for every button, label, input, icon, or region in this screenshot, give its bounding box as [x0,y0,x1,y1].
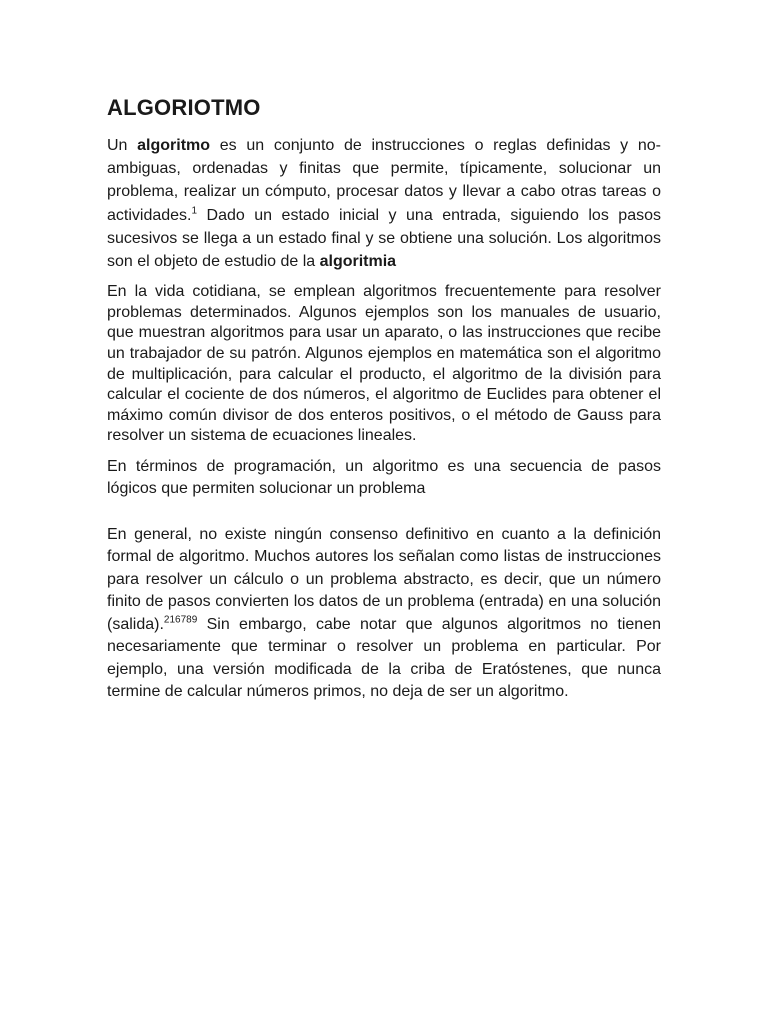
paragraph-everyday-life: En la vida cotidiana, se emplean algoritmos frecuentemente para resolver problemas determinados. Algunos ejemplos son los manuales de usuario, que muestran algoritmos para usar un aparato, o las instrucciones que recibe un trabajador de su patrón. Algunos ejemplos en matemática son el algoritmo de multiplicación, para calcular el producto, el algoritmo de la división para calcular el cociente de dos números, el algoritmo de Euclides para obtener el máximo común divisor de dos enteros positivos, o el método de Gauss para resolver un sistema de ecuaciones lineales. [107,283,661,445]
footnote-ref-216789: 216789 [163,614,198,626]
p1-bold-algoritmo: algoritmo [137,137,211,154]
p1-text-2: es un conjunto de instrucciones o reglas definidas y no-ambiguas, ordenadas y finitas que permite, típicamente, solucionar un problema, realizar un cómputo, procesar datos y llevar a cabo otras tareas o actividades. [107,137,661,224]
paragraph-formal-definition [107,524,661,704]
p4-text-1: En general, no existe ningún consenso definitivo en cuanto a la definición formal de algoritmo. Muchos autores los señalan como listas de instrucciones para resolver un cálculo o un problema abstracto, es decir, que un número finito de pasos convierten los datos de un problema (entrada) en una solución (salida). [107,525,661,633]
paragraph-definition [107,134,661,273]
p1-bold-algoritmia: algoritmia [319,253,397,271]
footnote-ref-1: 1 [191,205,198,217]
p4-text-2: Sin embargo, cabe notar que algunos algoritmos no tienen necesariamente que terminar o resolver un problema en particular. Por ejemplo, una versión modificada de la criba de Eratóstenes, que nunca termine de calcular números primos, no deja de ser un algoritmo. [107,615,661,701]
paragraph-programming: En términos de programación, un algoritmo es una secuencia de pasos lógicos que permiten solucionar un problema [107,457,661,497]
document-title: ALGORIOTMO [107,95,261,120]
document-body [107,94,661,704]
p1-text-3: Dado un estado inicial y una entrada, siguiendo los pasos sucesivos se llega a un estado final y se obtiene una solución. Los algoritmos son el objeto de estudio de la [107,206,661,271]
p1-text-1: Un [107,137,138,154]
